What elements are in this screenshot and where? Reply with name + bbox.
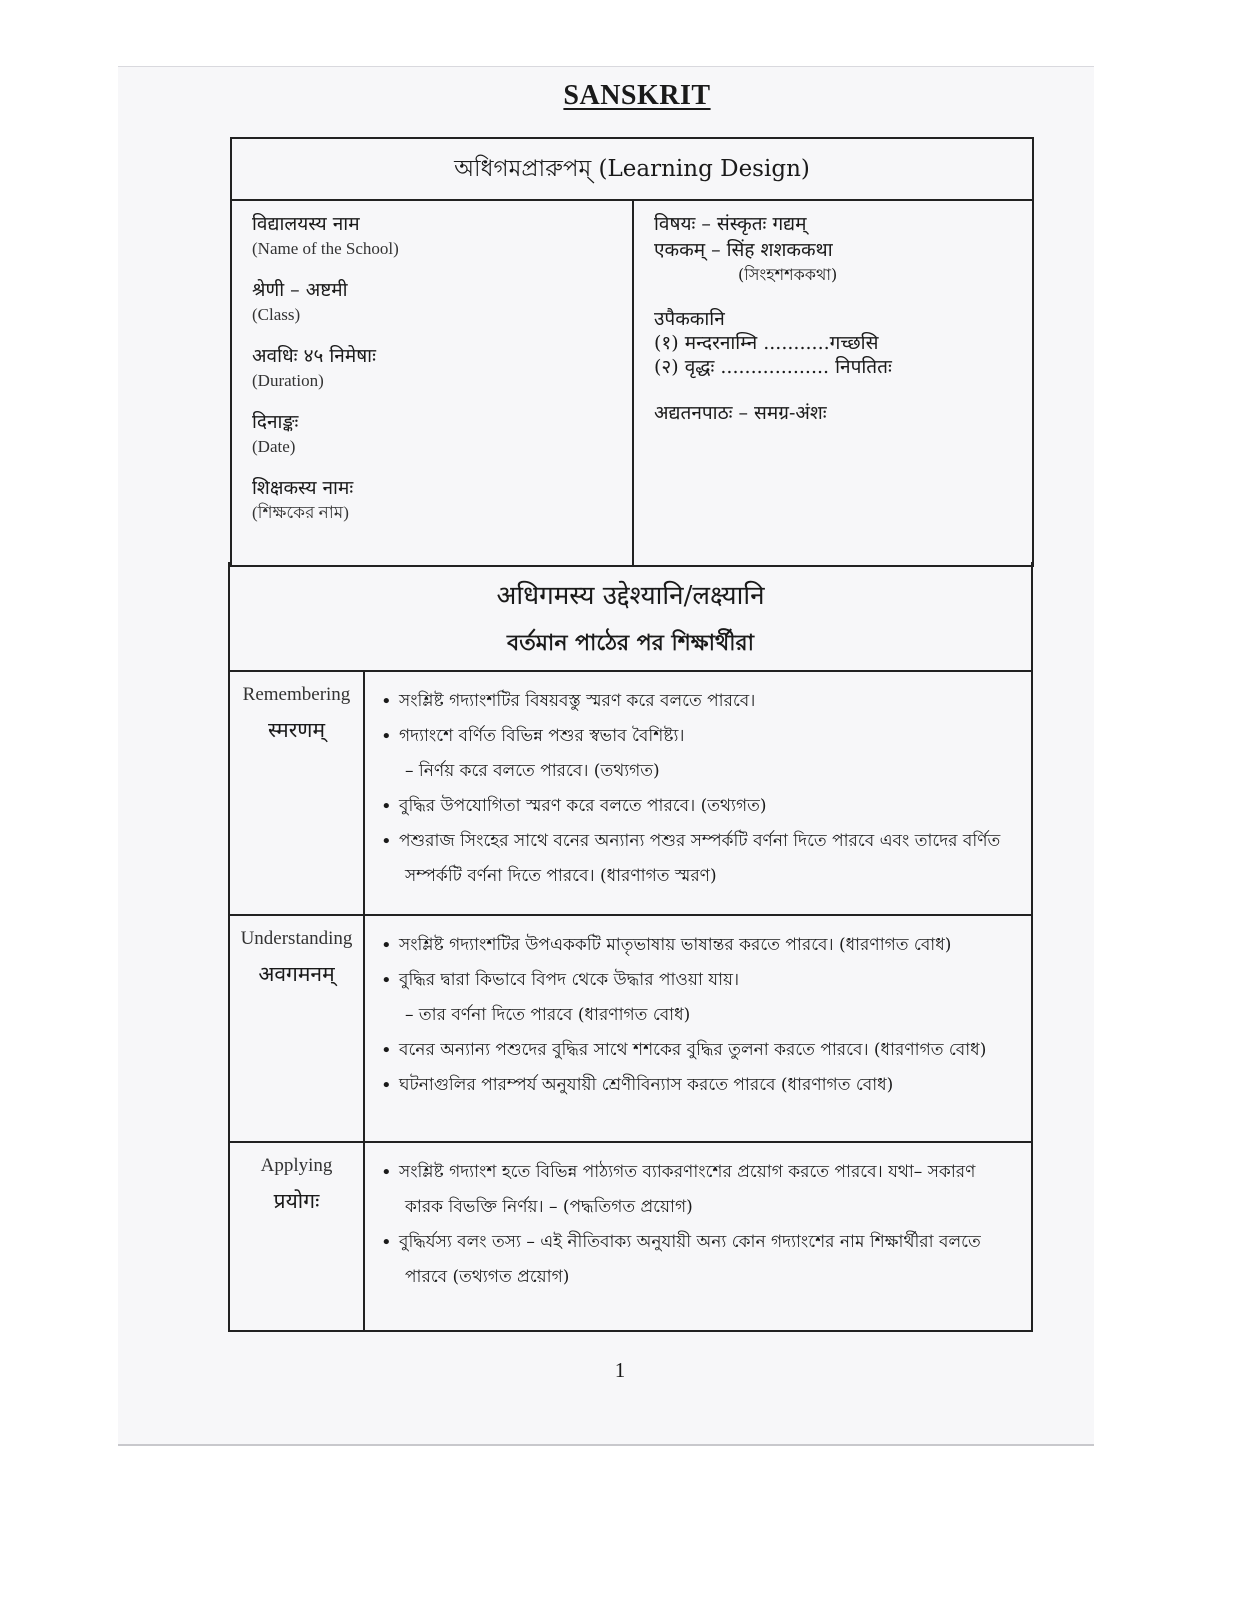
learning-design-box [230, 137, 1034, 567]
current-lesson: अद्यतनपाठः – समग्र-अंशः [654, 402, 827, 424]
page-number: 1 [614, 1358, 626, 1382]
sub-unit-1: (१) मन्दरनाम्नि ...........गच्छसि [654, 332, 879, 354]
teacher-name-field [252, 475, 612, 525]
document-title: SANSKRIT [563, 80, 711, 111]
teacher-name-label-bn: (শিক্ষকের নাম) [252, 503, 349, 522]
objective-item: • সংশ্লিষ্ট গদ্যাংশটির উপএককটি মাতৃভাষায় ভাষান্তর করতে পারবে। (ধারণাগত বোধ) [399, 928, 1015, 963]
level-understanding [230, 916, 1031, 1143]
objective-item-continued: কারক বিভক্তি নির্ণয়। – (পদ্ধতিগত প্রয়োগ) [405, 1197, 693, 1217]
date-label: दिनाङ्कः [252, 411, 299, 433]
school-name-label-en: (Name of the School) [252, 239, 399, 258]
level-name [230, 1143, 365, 1330]
info-left-column [232, 201, 634, 565]
objective-item: • বুদ্ধির্যস্য বলং তস্য – এই নীতিবাক্য অনুযায়ী অন্য কোন গদ্যাংশের নাম শিক্ষার্থীরা বলতে [399, 1225, 1015, 1260]
class-field [252, 277, 612, 327]
unit-line-bn: (সিংহশশককথা) [738, 265, 838, 284]
objectives-box [228, 562, 1033, 1332]
objectives-header [230, 562, 1031, 672]
school-name-field [252, 211, 612, 261]
objectives-subtitle: বর্তমান পাঠের পর শিক্ষার্থীরা [506, 630, 755, 656]
objective-item-continued: পারবে (তথ্যগত প্রয়োগ) [405, 1267, 570, 1287]
scan-edge-top [118, 66, 1094, 67]
unit-line: एककम् – सिंह शशककथा [654, 239, 833, 261]
objective-item: • গদ্যাংশে বর্ণিত বিভিন্ন পশুর স্বভাব বৈশিষ্ট্য। [399, 719, 1015, 754]
learning-design-title: অধিগমপ্রারুপম্ (Learning Design) [232, 139, 1032, 201]
duration-label-en: (Duration) [252, 371, 324, 390]
level-name-en: Remembering [242, 684, 351, 705]
info-grid [232, 201, 1032, 565]
date-field [252, 409, 612, 459]
objective-item: • পশুরাজ সিংহের সাথে বনের অন্যান্য পশুর সম্পর্কটি বর্ণনা দিতে পারবে এবং তাদের বর্ণিত [399, 824, 1015, 859]
scan-edge-bottom [118, 1444, 1094, 1446]
level-name-en: Applying [260, 1155, 333, 1176]
objective-item: • সংশ্লিষ্ট গদ্যাংশ হতে বিভিন্ন পাঠ্যগত ব্যাকরণাংশের প্রয়োগ করতে পারবে। যথা– সকারণ [399, 1155, 1015, 1190]
objectives-title: अधिगमस्य उद्देश्यानि/लक्ष्यानि [496, 581, 765, 611]
level-name-dv: प्रयोगः [273, 1189, 320, 1213]
level-name [230, 916, 365, 1141]
objective-item-continued: সম্পর্কটি বর্ণনা দিতে পারবে। (ধারণাগত স্মরণ) [405, 866, 717, 886]
objective-item: • বুদ্ধির উপযোগিতা স্মরণ করে বলতে পারবে। (তথ্যগত) [399, 789, 1015, 824]
objective-item-continued: – নির্ণয় করে বলতে পারবে। (তথ্যগত) [405, 761, 660, 781]
level-applying [230, 1143, 1031, 1330]
sub-unit-2: (२) वृद्धः .................. निपतितः [654, 356, 892, 378]
level-name-dv: अवगमनम् [258, 962, 335, 986]
level-name-dv: स्मरणम् [267, 718, 326, 742]
level-objectives [365, 1143, 1031, 1330]
duration-field [252, 343, 612, 393]
info-right-column [634, 201, 1032, 565]
class-label: श्रेणी – अष्टमी [252, 279, 348, 301]
objective-item: • বুদ্ধির দ্বারা কিভাবে বিপদ থেকে উদ্ধার পাওয়া যায়। [399, 963, 1015, 998]
class-label-en: (Class) [252, 305, 301, 324]
level-objectives [365, 916, 1031, 1141]
objective-item-continued: – তার বর্ণনা দিতে পারবে (ধারণাগত বোধ) [405, 1005, 691, 1025]
objective-item: • বনের অন্যান্য পশুদের বুদ্ধির সাথে শশকের বুদ্ধির তুলনা করতে পারবে। (ধারণাগত বোধ) [399, 1033, 1015, 1068]
level-remembering [230, 672, 1031, 916]
duration-label: अवधिः ४५ निमेषाः [252, 345, 376, 367]
objective-item: • ঘটনাগুলির পারম্পর্য অনুযায়ী শ্রেণীবিন্যাস করতে পারবে (ধারণাগত বোধ) [399, 1068, 1015, 1103]
school-name-label: विद्यालयस्य नाम [252, 213, 360, 235]
level-objectives [365, 672, 1031, 914]
sub-units [654, 307, 1012, 379]
level-name [230, 672, 365, 914]
teacher-name-label: शिक्षकस्य नामः [252, 477, 354, 499]
sub-units-label: उपैककानि [654, 308, 725, 330]
objective-item: • সংশ্লিষ্ট গদ্যাংশটির বিষয়বস্তু স্মরণ করে বলতে পারবে। [399, 684, 1015, 719]
subject-line: विषयः – संस्कृतः गद्यम् [654, 213, 807, 235]
level-name-en: Understanding [240, 928, 353, 949]
date-label-en: (Date) [252, 437, 296, 456]
